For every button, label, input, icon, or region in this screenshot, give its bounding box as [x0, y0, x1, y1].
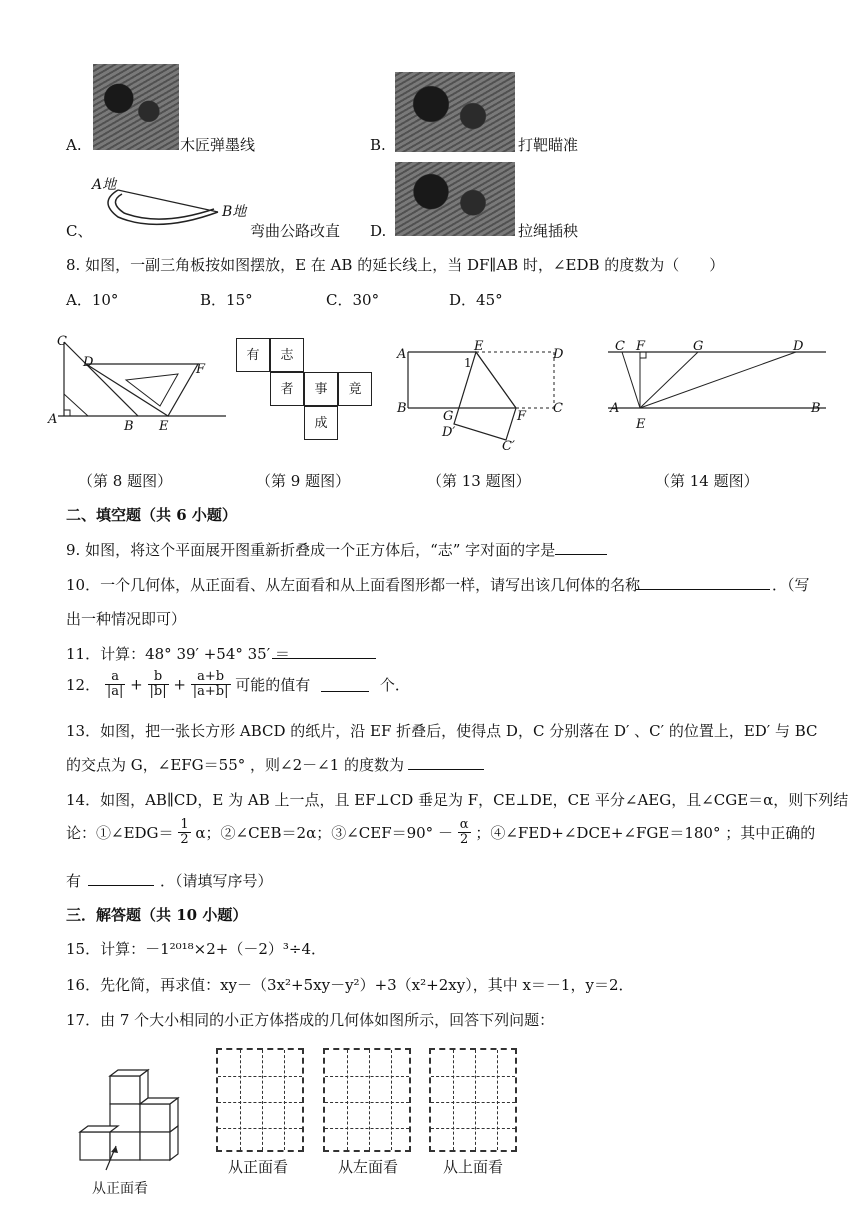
- figure-13: [396, 340, 576, 460]
- q14-half-den: 2: [180, 832, 189, 847]
- net-cell: 事: [304, 372, 338, 406]
- q8-choice-a: A．10°: [66, 291, 119, 309]
- q10-tail: ．（写: [772, 576, 810, 594]
- fig13-label-f: F: [517, 409, 527, 424]
- option-a-image: [93, 64, 179, 150]
- fig13-label-c-prime: C′: [502, 439, 515, 454]
- q17-cube-figure: [66, 1062, 196, 1172]
- fig13-caption: （第 13 题图）: [427, 472, 531, 490]
- net-cell: 者: [270, 372, 304, 406]
- q8-choice-c: C．30°: [326, 291, 380, 309]
- q14-half-fraction: [178, 818, 190, 847]
- q12-mid: 可能的值有: [235, 676, 311, 694]
- option-d-caption: 拉绳插秧: [518, 222, 579, 240]
- q12-blank[interactable]: [321, 678, 369, 692]
- fig14-label-c: C: [615, 339, 625, 354]
- q11-text: 11．计算：48° 39′ +54° 35′ ＝: [66, 645, 290, 663]
- net-cell: 有: [236, 338, 270, 372]
- q15-text: 15．计算：－1²⁰¹⁸×2+（－2）³÷4．: [66, 940, 327, 958]
- fig14-label-g: G: [693, 339, 704, 354]
- q17-view-front: 从正面看: [228, 1158, 289, 1176]
- q10-line1: 10．一个几何体，从正面看、从左面看和从上面看图形都一样，请写出该几何体的名称: [66, 576, 641, 594]
- fig14-label-d: D: [793, 339, 804, 354]
- q17-view-left: 从左面看: [338, 1158, 399, 1176]
- q12-fraction-3: [191, 670, 231, 699]
- option-a-letter: A.: [66, 136, 82, 154]
- q12-f2-den: |b|: [149, 684, 167, 699]
- option-c-letter: C、: [66, 222, 93, 240]
- q9-blank[interactable]: [555, 541, 607, 555]
- q17-grid-left[interactable]: [323, 1048, 411, 1152]
- option-a-caption: 木匠弹墨线: [180, 136, 256, 154]
- fig13-label-d: D: [553, 347, 564, 362]
- fig8-label-d: D: [83, 355, 94, 370]
- q12-fraction-2: [148, 670, 169, 699]
- q14-part-a: 论：①∠EDG＝: [66, 824, 174, 842]
- q17-grid-top[interactable]: [429, 1048, 517, 1152]
- q12-f1-num: a: [105, 670, 126, 685]
- q14-part-c: ；④∠FED+∠DCE+∠FGE＝180° ；其中正确的: [475, 824, 816, 842]
- figure-8: [48, 332, 228, 432]
- fig8-caption: （第 8 题图）: [78, 472, 173, 490]
- fig13-label-d-prime: D′: [442, 425, 456, 440]
- net-cell: 竟: [338, 372, 372, 406]
- net-cell: 志: [270, 338, 304, 372]
- q14-blank[interactable]: [88, 872, 154, 886]
- q11-blank[interactable]: [272, 645, 376, 659]
- fig14-caption: （第 14 题图）: [655, 472, 759, 490]
- q17-view-top: 从上面看: [443, 1158, 504, 1176]
- q14-alpha-fraction: [458, 818, 471, 847]
- section3-title: 三．解答题（共 10 小题）: [66, 906, 248, 924]
- q12-f3-num: a+b: [191, 670, 231, 685]
- q8-stem: 8. 如图，一副三角板按如图摆放，E 在 AB 的延长线上，当 DF∥AB 时，∠EDB 的度数为（ ）: [66, 256, 725, 274]
- option-c-label-a: A地: [92, 177, 117, 193]
- q10-line2: 出一种情况即可）: [66, 610, 187, 628]
- q12-f1-den: |a|: [106, 684, 124, 699]
- q8-choice-b: B．15°: [200, 291, 253, 309]
- q13-line1: 13．如图，把一张长方形 ABCD 的纸片，沿 EF 折叠后，使得点 D，C 分别落在 D′ 、C′ 的位置上，ED′ 与 BC: [66, 722, 818, 740]
- fig13-label-1: 1: [464, 356, 472, 370]
- net-cell: 成: [304, 406, 338, 440]
- q14-line2: 论：①∠EDG＝ $\frac{1}{2}$ α；②∠CEB＝2α；③∠CEF＝90° － $\frac{\alpha}{2}$ ；④∠FED+∠DCE+∠FGE＝180° ；其中正确的: [66, 817, 816, 847]
- q17-front-label: 从正面看: [92, 1181, 148, 1197]
- fig9-caption: （第 9 题图）: [256, 472, 351, 490]
- q14-line3a: 有: [66, 872, 82, 890]
- fig14-label-e: E: [636, 417, 646, 432]
- fig13-label-c: C: [553, 401, 563, 416]
- q14-line1: 14．如图，AB∥CD，E 为 AB 上一点，且 EF⊥CD 垂足为 F，CE⊥DE，CE 平分∠AEG，且∠CGE＝α，则下列结: [66, 791, 849, 809]
- q13-line2: 的交点为 G，∠EFG＝55° ，则∠2－∠1 的度数为: [66, 756, 405, 774]
- q14-alpha-den: 2: [460, 832, 469, 847]
- q12-f2-num: b: [148, 670, 169, 685]
- q12-prefix: 12．: [66, 676, 101, 694]
- q14-half-num: 1: [180, 817, 189, 832]
- fig14-label-b: B: [811, 401, 821, 416]
- q17-stem: 17．由 7 个大小相同的小正方体搭成的几何体如图所示，回答下列问题：: [66, 1011, 555, 1029]
- fig14-label-f: F: [636, 339, 646, 354]
- fig13-label-b: B: [397, 401, 407, 416]
- fig8-label-b: B: [124, 419, 134, 434]
- q13-blank[interactable]: [408, 756, 484, 770]
- fig13-label-a: A: [397, 347, 407, 362]
- q12-f3-den: |a+b|: [192, 684, 229, 699]
- option-b-letter: B.: [370, 136, 386, 154]
- fig13-label-e: E: [474, 339, 484, 354]
- fig8-label-e: E: [159, 419, 169, 434]
- q10-blank[interactable]: [636, 576, 770, 590]
- q8-choice-d: D．45°: [449, 291, 503, 309]
- option-c-caption: 弯曲公路改直: [250, 222, 341, 240]
- option-d-image: [395, 162, 515, 236]
- q14-alpha-num: α: [459, 817, 469, 832]
- option-b-caption: 打靶瞄准: [518, 136, 579, 154]
- q12-fraction-1: [105, 670, 126, 699]
- figure-9-net: [236, 338, 376, 448]
- fig8-label-a: A: [48, 412, 58, 427]
- q12: 12． $\frac{a}{|a|}$ + $\frac{b}{|b|}$ + $\frac{a+b}{|a+b|}$ 可能的值有 个．: [66, 669, 410, 699]
- section2-title: 二、填空题（共 6 小题）: [66, 506, 237, 524]
- fig8-label-c: C: [57, 334, 67, 349]
- option-b-image: [395, 72, 515, 152]
- fig8-label-f: F: [196, 362, 206, 377]
- fig14-label-a: A: [610, 401, 620, 416]
- q16-text: 16．先化简，再求值：xy－（3x²+5xy－y²）+3（x²+2xy），其中 x＝－1，y＝2．: [66, 976, 634, 994]
- q14-part-b: α；②∠CEB＝2α；③∠CEF＝90°: [195, 824, 434, 842]
- q17-grid-front[interactable]: [216, 1048, 304, 1152]
- q9-text: 9. 如图，将这个平面展开图重新折叠成一个正方体后，“志” 字对面的字是: [66, 541, 556, 559]
- fig13-label-g: G: [443, 409, 454, 424]
- option-c-label-b: B地: [222, 204, 247, 220]
- option-d-letter: D.: [370, 222, 387, 240]
- q14-line3b: ．（请填写序号）: [160, 872, 273, 890]
- q12-tail: 个．: [379, 676, 410, 694]
